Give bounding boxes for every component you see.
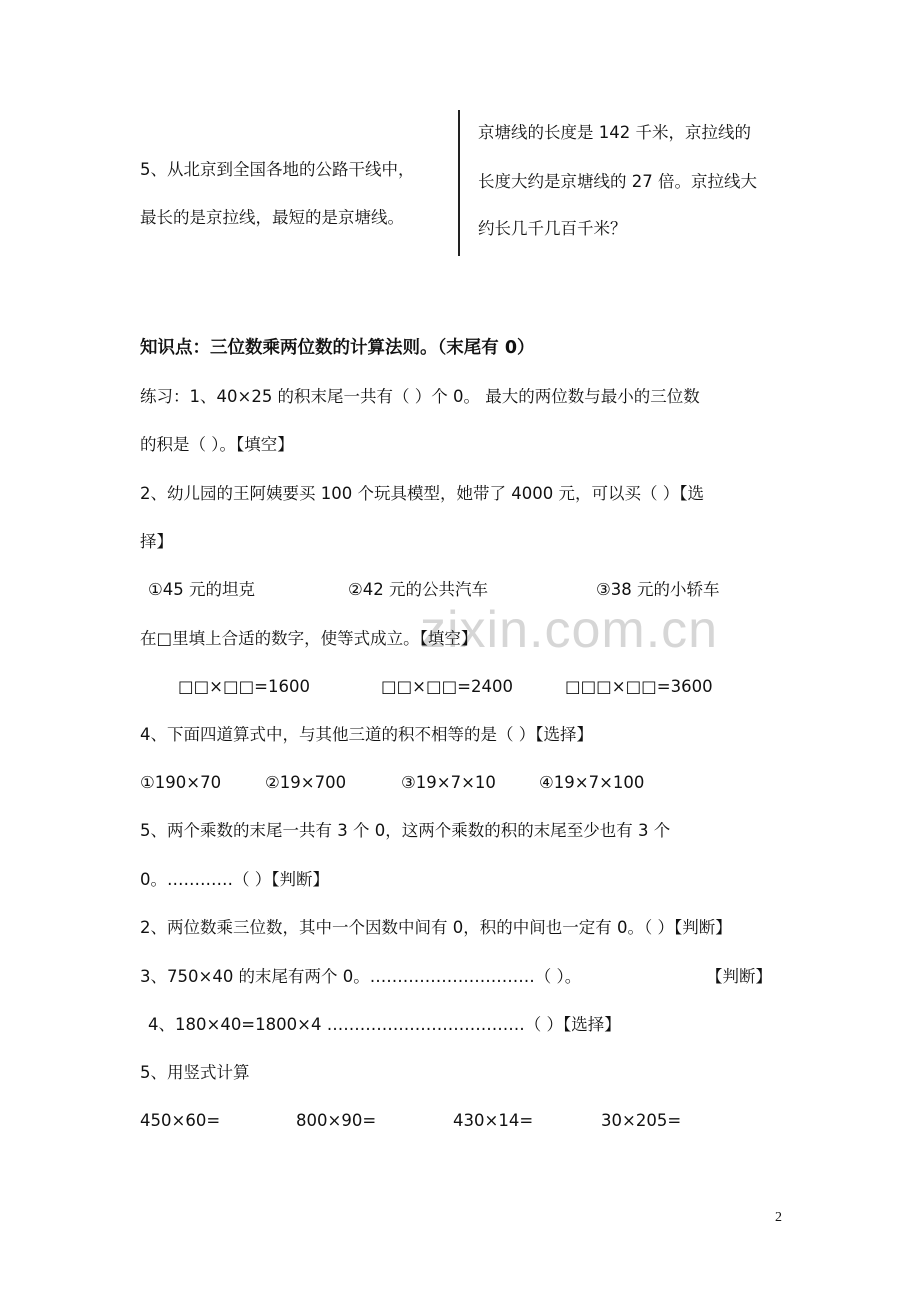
exercise-line-4: 择】 <box>140 532 173 551</box>
exercise-line-6: 4、下面四道算式中，与其他三道的积不相等的是（ ）【选择】 <box>140 725 593 744</box>
exercise-line-2: 的积是（ ）。【填空】 <box>140 435 294 454</box>
page-number: 2 <box>775 1210 782 1225</box>
equation-3: □□□×□□=3600 <box>565 677 713 696</box>
option-3: ③38 元的小轿车 <box>596 580 720 599</box>
exercise-line-8: 0。…………（ ）【判断】 <box>140 870 329 889</box>
choice-3: ③19×7×10 <box>401 773 496 792</box>
equation-2: □□×□□=2400 <box>381 677 513 696</box>
watermark: zixin.com.cn <box>420 601 719 659</box>
column-divider <box>458 110 460 256</box>
exercise-line-5: 在□里填上合适的数字，使等式成立。【填空】 <box>140 629 478 648</box>
exercise-line-11: 4、180×40=1800×4 ………………………………（ ）【选择】 <box>148 1015 621 1034</box>
problem5-right-line2: 长度大约是京塘线的 27 倍。京拉线大 <box>478 172 757 191</box>
exercise-line-3: 2、幼儿园的王阿姨要买 100 个玩具模型，她带了 4000 元，可以买（ ）【选 <box>140 484 704 503</box>
vertical-calc-3: 430×14= <box>453 1111 534 1130</box>
exercise-line-7: 5、两个乘数的末尾一共有 3 个 0，这两个乘数的积的末尾至少也有 3 个 <box>140 821 671 840</box>
exercise-line-1: 练习：1、40×25 的积末尾一共有（ ）个 0。 最大的两位数与最小的三位数 <box>140 387 700 406</box>
problem5-right-line3: 约长几千几百千米？ <box>478 219 627 238</box>
exercise-line-9: 2、两位数乘三位数，其中一个因数中间有 0，积的中间也一定有 0。（ ）【判断】 <box>140 918 732 937</box>
problem5-left-line2: 最长的是京拉线，最短的是京塘线。 <box>140 208 404 227</box>
problem5-left-line1: 5、从北京到全国各地的公路干线中， <box>140 160 415 179</box>
choice-2: ②19×700 <box>265 773 347 792</box>
problem5-right-line1: 京塘线的长度是 142 千米，京拉线的 <box>478 123 751 142</box>
vertical-calc-2: 800×90= <box>296 1111 377 1130</box>
vertical-calc-1: 450×60= <box>140 1111 221 1130</box>
choice-4: ④19×7×100 <box>539 773 645 792</box>
section-heading: 知识点：三位数乘两位数的计算法则。（末尾有 0） <box>140 338 535 358</box>
exercise-line-10: 3、750×40 的末尾有两个 0。…………………………（ ）。 <box>140 967 582 986</box>
exercise-line-12: 5、用竖式计算 <box>140 1063 250 1082</box>
choice-1: ①190×70 <box>140 773 222 792</box>
option-2: ②42 元的公共汽车 <box>348 580 489 599</box>
equation-1: □□×□□=1600 <box>178 677 310 696</box>
option-1: ①45 元的坦克 <box>148 580 256 599</box>
exercise-line-10-tag: 【判断】 <box>706 967 772 986</box>
vertical-calc-4: 30×205= <box>601 1111 682 1130</box>
